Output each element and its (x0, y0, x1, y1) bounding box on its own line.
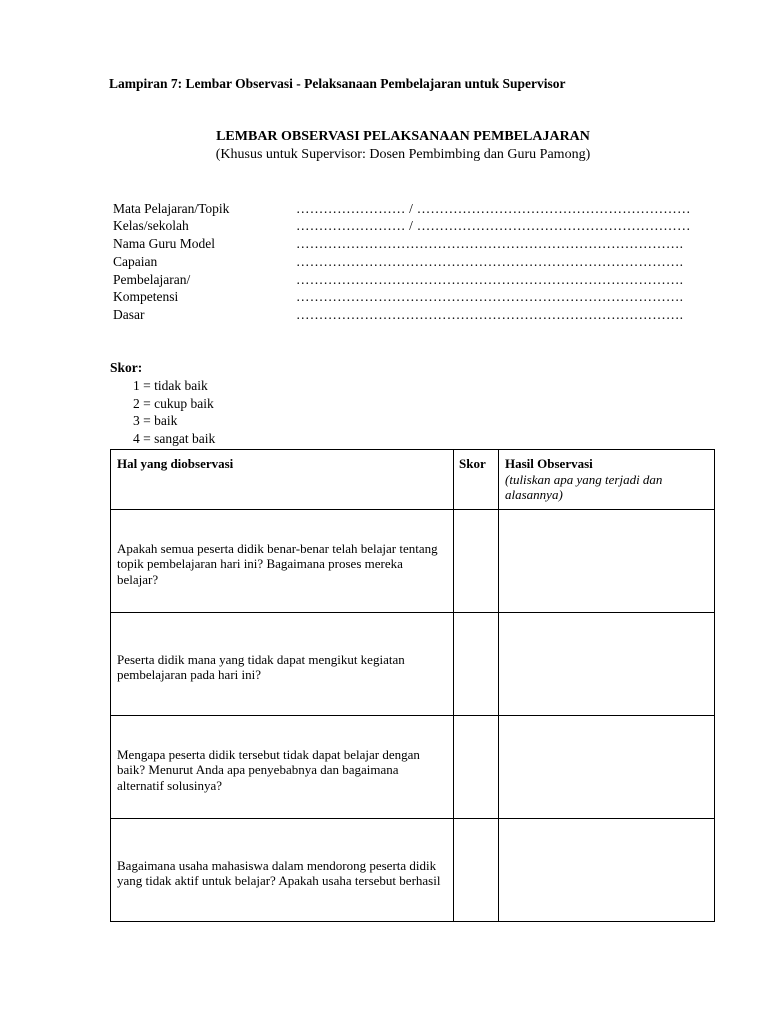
result-cell[interactable] (499, 716, 715, 819)
field-blank-pembelajaran[interactable]: …………………………………………………………………………. (296, 272, 684, 287)
score-legend-title: Skor: (110, 360, 143, 375)
question-cell (111, 716, 454, 819)
question-cell (111, 613, 454, 716)
result-cell[interactable] (499, 510, 715, 613)
field-label-capaian: Capaian (113, 254, 158, 269)
document-subtitle: (Khusus untuk Supervisor: Dosen Pembimbing dan Guru Pamong) (215, 147, 591, 162)
column-header-hasil-note: (tuliskan apa yang terjadi dan alasannya) (505, 472, 663, 502)
score-legend-item: 4 = sangat baik (133, 431, 216, 446)
question-cell (111, 510, 454, 613)
field-label-pembelajaran: Pembelajaran/ (113, 272, 191, 287)
field-blank-kelas[interactable]: …………………… / …………………………………………………… (296, 218, 691, 233)
column-header-hasil-label: Hasil Observasi (505, 456, 593, 471)
table-row (111, 819, 715, 922)
question-text: Peserta didik mana yang tidak dapat mengikut kegiatan pembelajaran pada hari ini? (117, 651, 405, 682)
result-cell[interactable] (499, 613, 715, 716)
score-cell[interactable] (454, 819, 499, 922)
score-legend-item: 3 = baik (133, 413, 178, 428)
column-header-hal-label: Hal yang diobservasi (117, 456, 234, 471)
question-text: Apakah semua peserta didik benar-benar telah belajar tentang topik pembelajaran hari ini? Bagaimana proses mereka belajar? (117, 540, 438, 587)
question-text: Mengapa peserta didik tersebut tidak dapat belajar dengan baik? Menurut Anda apa penyebabnya dan bagaimana alternatif solusinya? (117, 746, 420, 793)
result-cell[interactable] (499, 819, 715, 922)
field-blank-dasar[interactable]: …………………………………………………………………………. (296, 307, 684, 322)
field-blank-kompetensi[interactable]: …………………………………………………………………………. (296, 289, 684, 304)
column-header-hasil (499, 450, 715, 510)
appendix-heading: Lampiran 7: Lembar Observasi - Pelaksanaan Pembelajaran untuk Supervisor (109, 76, 566, 91)
field-label-kelas: Kelas/sekolah (113, 218, 189, 233)
observation-table (110, 449, 715, 922)
table-row (111, 613, 715, 716)
column-header-skor-label: Skor (459, 456, 486, 471)
score-cell[interactable] (454, 613, 499, 716)
field-label-mata-pelajaran: Mata Pelajaran/Topik (113, 201, 230, 216)
column-header-skor (454, 450, 499, 510)
field-blank-capaian[interactable]: …………………………………………………………………………. (296, 254, 684, 269)
document-title: LEMBAR OBSERVASI PELAKSANAAN PEMBELAJARAN (216, 129, 590, 144)
field-blank-nama-guru[interactable]: …………………………………………………………………………. (296, 236, 684, 251)
field-label-nama-guru: Nama Guru Model (113, 236, 215, 251)
question-cell (111, 819, 454, 922)
table-row (111, 510, 715, 613)
column-header-hal (111, 450, 454, 510)
table-header-row (111, 450, 715, 510)
score-cell[interactable] (454, 716, 499, 819)
score-legend-item: 2 = cukup baik (133, 396, 214, 411)
table-row (111, 716, 715, 819)
field-label-dasar: Dasar (113, 307, 145, 322)
question-text: Bagaimana usaha mahasiswa dalam mendorong peserta didik yang tidak aktif untuk belajar? Apakah usaha tersebut berhasil (117, 857, 441, 888)
field-label-kompetensi: Kompetensi (113, 289, 179, 304)
score-cell[interactable] (454, 510, 499, 613)
score-legend-item: 1 = tidak baik (133, 378, 208, 393)
field-blank-mata-pelajaran[interactable]: …………………… / …………………………………………………… (296, 201, 691, 216)
